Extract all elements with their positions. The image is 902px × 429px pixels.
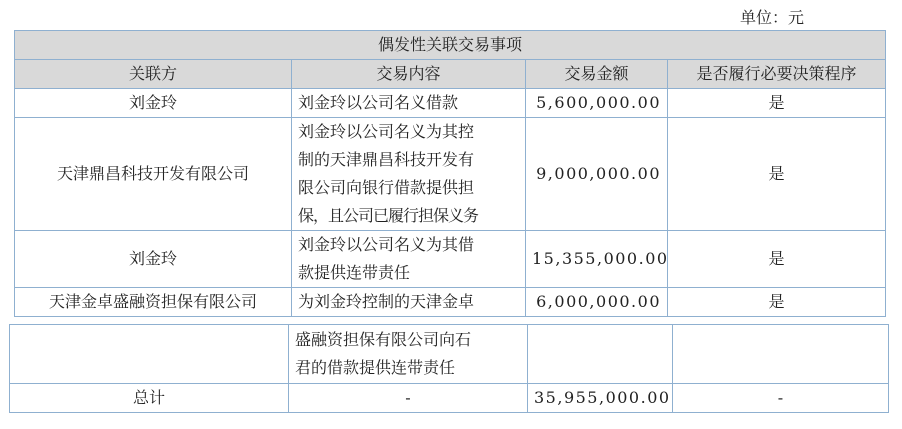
approved-cell [673, 325, 889, 384]
table-row [15, 89, 886, 118]
total-label: 总计 [10, 384, 289, 413]
party-cell [10, 325, 289, 384]
party-cell: 刘金玲 [15, 231, 292, 288]
header-party: 关联方 [15, 60, 292, 89]
approved-cell: 是 [668, 118, 886, 231]
table-row [15, 118, 886, 231]
total-amount: 35,955,000.00 [528, 384, 673, 413]
related-transactions-table [14, 30, 886, 317]
content-cell: 盛融资担保有限公司向石 君的借款提供连带责任 [289, 325, 528, 384]
related-transactions-table-continued [9, 324, 889, 413]
amount-cell: 9,000,000.00 [526, 118, 668, 231]
table-row [15, 231, 886, 288]
table-row [15, 288, 886, 317]
unit-label: 单位：元 [740, 8, 805, 27]
approved-cell: 是 [668, 89, 886, 118]
party-cell: 刘金玲 [15, 89, 292, 118]
amount-cell [528, 325, 673, 384]
approved-cell: 是 [668, 288, 886, 317]
approved-cell: 是 [668, 231, 886, 288]
amount-cell: 5,600,000.00 [526, 89, 668, 118]
content-cell: 为刘金玲控制的天津金卓 [292, 288, 526, 317]
table-row [10, 325, 889, 384]
header-approved: 是否履行必要决策程序 [668, 60, 886, 89]
total-approved: - [673, 384, 889, 413]
total-row [10, 384, 889, 413]
content-cell: 刘金玲以公司名义借款 [292, 89, 526, 118]
header-amount: 交易金额 [526, 60, 668, 89]
table-title: 偶发性关联交易事项 [15, 31, 886, 60]
amount-cell: 6,000,000.00 [526, 288, 668, 317]
total-content: - [289, 384, 528, 413]
content-cell: 刘金玲以公司名义为其控 制的天津鼎昌科技开发有 限公司向银行借款提供担 保，且公司已履行担保义务 [292, 118, 526, 231]
header-content: 交易内容 [292, 60, 526, 89]
party-cell: 天津鼎昌科技开发有限公司 [15, 118, 292, 231]
amount-cell: 15,355,000.00 [526, 231, 668, 288]
content-cell: 刘金玲以公司名义为其借 款提供连带责任 [292, 231, 526, 288]
party-cell: 天津金卓盛融资担保有限公司 [15, 288, 292, 317]
